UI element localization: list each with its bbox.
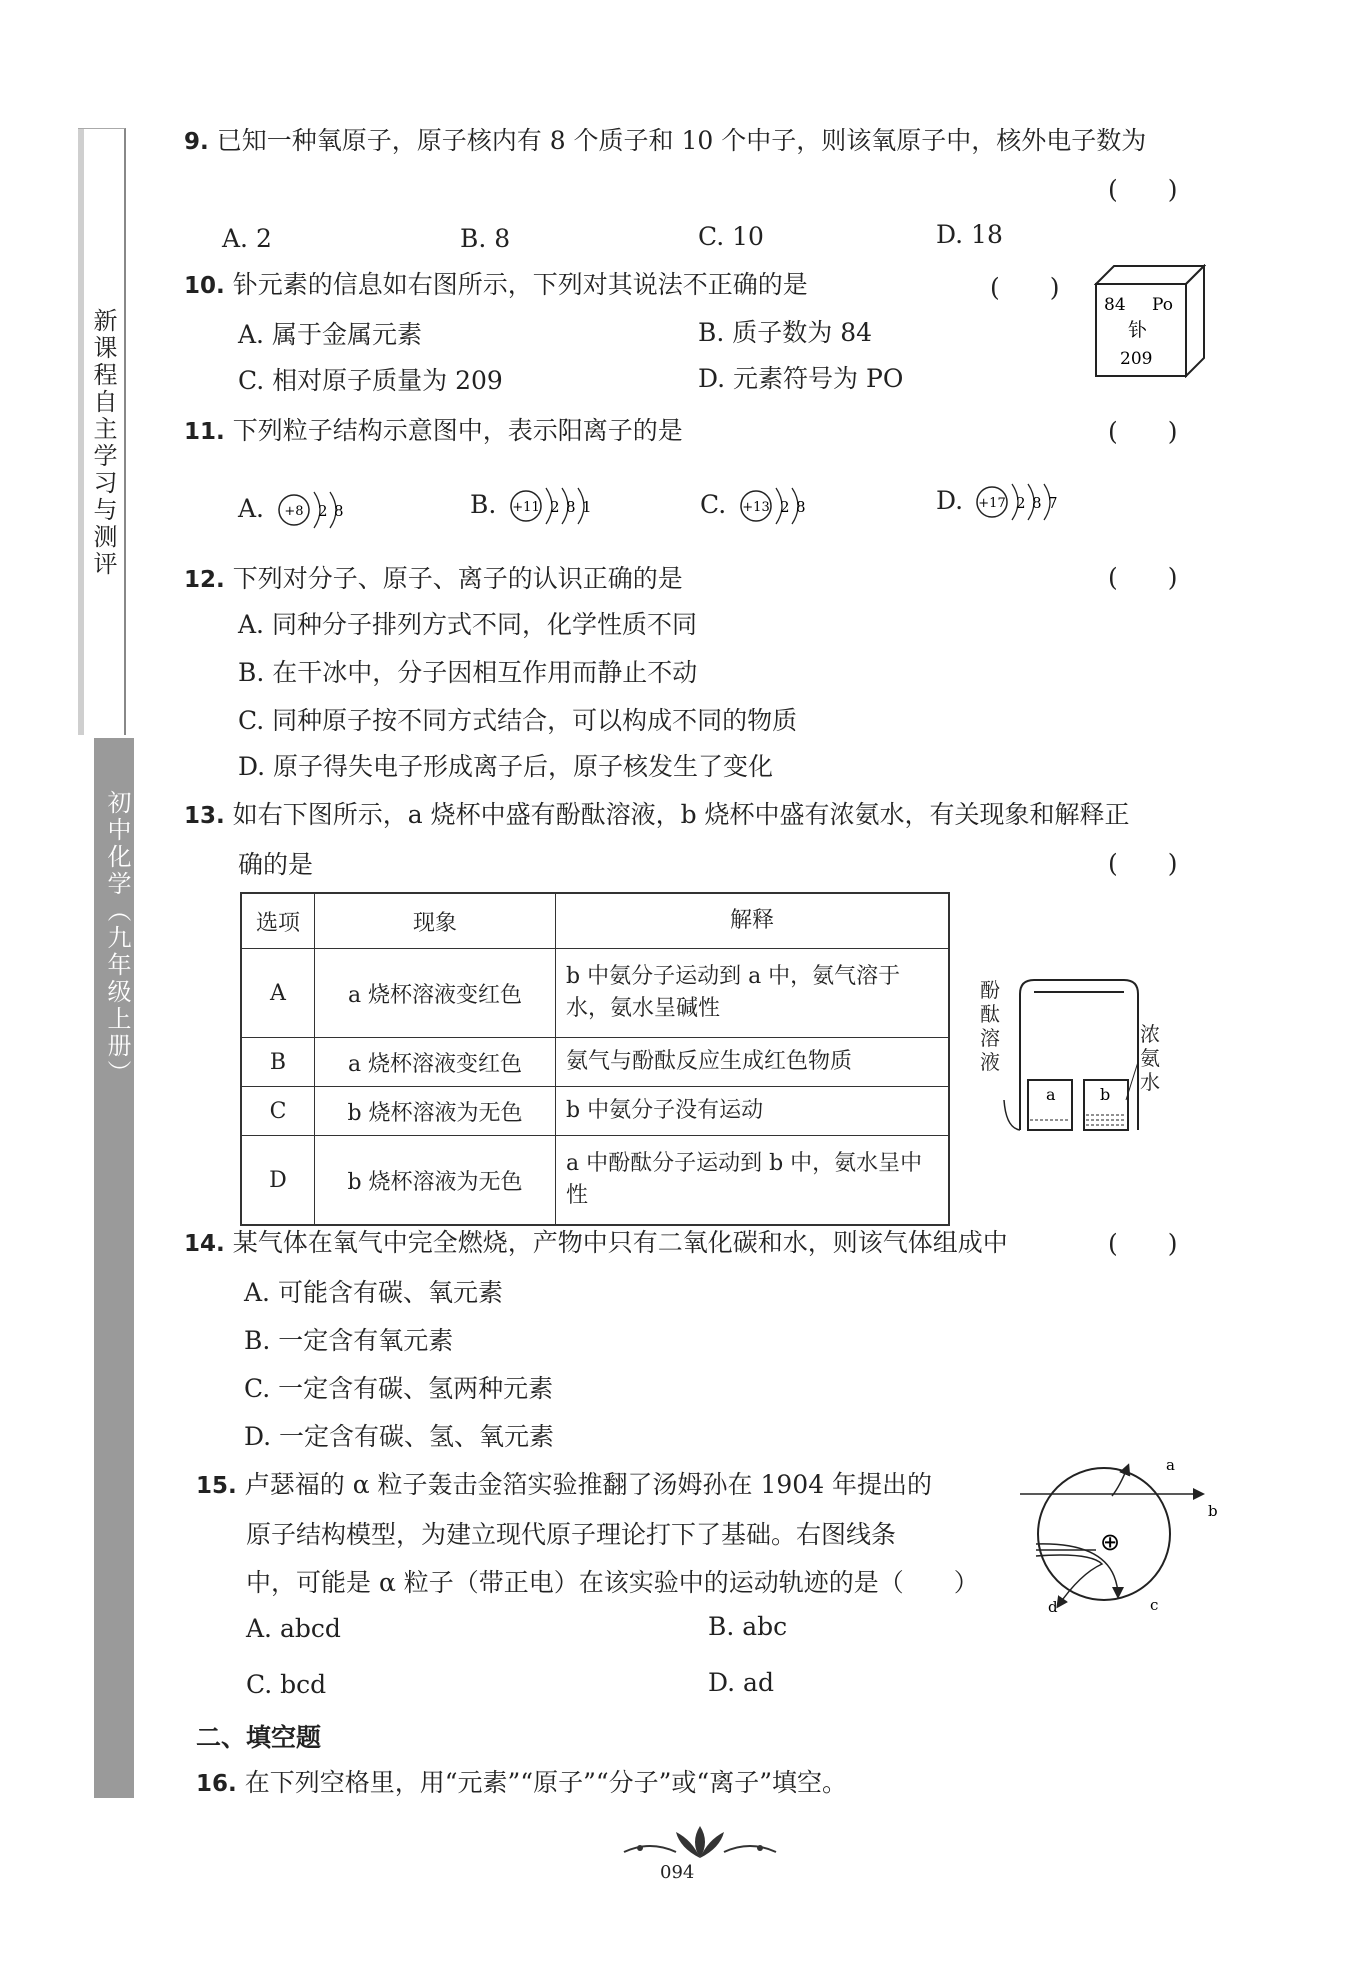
shell-electron-count: 8 bbox=[334, 502, 344, 520]
option-a: A. 2 bbox=[222, 224, 272, 253]
footer-ornament bbox=[620, 1822, 780, 1862]
atom-structure-diagram bbox=[276, 486, 364, 534]
answer-table bbox=[240, 892, 950, 1226]
nucleus-charge: +11 bbox=[512, 500, 540, 515]
table-row bbox=[241, 949, 949, 1038]
polonium-element-card bbox=[1094, 264, 1206, 378]
shell-electron-count: 2 bbox=[318, 502, 328, 520]
table-cell: b 烧杯溶液为无色 bbox=[315, 1087, 556, 1136]
label-d: d bbox=[1048, 1598, 1058, 1616]
option-d: D. ad bbox=[708, 1668, 774, 1697]
option-a: A. 属于金属元素 bbox=[238, 320, 422, 349]
option-label: D. bbox=[936, 486, 964, 515]
table-cell: C bbox=[241, 1087, 315, 1136]
table-cell: b 中氨分子没有运动 bbox=[556, 1087, 950, 1136]
table-cell: a 烧杯溶液变红色 bbox=[315, 1038, 556, 1087]
question-text: 下列对分子、原子、离子的认识正确的是 bbox=[232, 564, 683, 593]
option-c: C. 相对原子质量为 209 bbox=[238, 366, 503, 395]
page-number: 094 bbox=[660, 1862, 695, 1883]
table-cell: a 烧杯溶液变红色 bbox=[315, 949, 556, 1038]
atomic-mass: 209 bbox=[1120, 349, 1153, 369]
option-b: B. 8 bbox=[460, 224, 511, 253]
option-c: C. 一定含有碳、氢两种元素 bbox=[244, 1374, 554, 1403]
table-cell: A bbox=[241, 949, 315, 1038]
sidebar-subject-label: 初中化学（九年级上册） bbox=[103, 790, 131, 1087]
option-d: D. 18 bbox=[936, 220, 1003, 249]
label-a: a bbox=[1166, 1456, 1175, 1474]
ammonia-label: 浓氨水 bbox=[1140, 1022, 1160, 1094]
answer-bracket: ( ) bbox=[990, 273, 1060, 302]
question-text-line1: 卢瑟福的 α 粒子轰击金箔实验推翻了汤姆孙在 1904 年提出的 bbox=[244, 1470, 933, 1499]
table-cell: b 烧杯溶液为无色 bbox=[315, 1136, 556, 1226]
shell-electron-count: 2 bbox=[780, 498, 790, 516]
shell-electron-count: 2 bbox=[550, 498, 560, 516]
label-b: b bbox=[1208, 1502, 1218, 1520]
shell-electron-count: 1 bbox=[582, 498, 592, 516]
answer-bracket: ( ) bbox=[1108, 1229, 1178, 1258]
question-text-line1: 如右下图所示，a 烧杯中盛有酚酞溶液，b 烧杯中盛有浓氨水，有关现象和解释正 bbox=[232, 800, 1130, 829]
question-13 bbox=[184, 798, 1130, 833]
beaker-a-label: a bbox=[1046, 1085, 1056, 1104]
question-text-line2: 确的是 bbox=[238, 850, 314, 879]
question-10 bbox=[184, 268, 808, 303]
option-c: C. 同种原子按不同方式结合，可以构成不同的物质 bbox=[238, 706, 798, 735]
question-text-line3: 中，可能是 α 粒子（带正电）在该实验中的运动轨迹的是（ ） bbox=[246, 1568, 979, 1597]
question-11 bbox=[184, 414, 683, 449]
table-header-cell: 现象 bbox=[315, 893, 556, 949]
element-symbol: Po bbox=[1152, 295, 1173, 315]
question-text: 某气体在氧气中完全燃烧，产物中只有二氧化碳和水，则该气体组成中 bbox=[232, 1228, 1008, 1257]
table-header-cell: 选项 bbox=[241, 893, 315, 949]
question-text: 钋元素的信息如右图所示，下列对其说法不正确的是 bbox=[232, 270, 808, 299]
nucleus-charge: +13 bbox=[742, 500, 770, 515]
answer-bracket: ( ) bbox=[1108, 849, 1178, 878]
option-b: B. 质子数为 84 bbox=[698, 318, 873, 347]
atomic-number: 84 bbox=[1104, 295, 1126, 315]
alpha-scattering-figure bbox=[1020, 1456, 1220, 1618]
question-text-line2: 原子结构模型，为建立现代原子理论打下了基础。右图线条 bbox=[246, 1520, 897, 1549]
table-cell: B bbox=[241, 1038, 315, 1087]
atom-structure-diagram bbox=[508, 482, 612, 530]
question-number: 11. bbox=[184, 419, 225, 445]
phenolphthalein-label: 酚酞溶液 bbox=[980, 978, 1000, 1074]
option-d: D. 元素符号为 PO bbox=[698, 364, 904, 393]
question-15 bbox=[196, 1468, 932, 1503]
question-16 bbox=[196, 1766, 847, 1801]
table-cell: 氨气与酚酞反应生成红色物质 bbox=[556, 1038, 950, 1087]
option-c: C. bcd bbox=[246, 1670, 327, 1699]
option-b: B. 在干冰中，分子因相互作用而静止不动 bbox=[238, 658, 698, 687]
option-a: A. abcd bbox=[246, 1614, 341, 1643]
question-text: 下列粒子结构示意图中，表示阳离子的是 bbox=[232, 416, 683, 445]
nucleus-charge: +17 bbox=[978, 496, 1006, 511]
atom-structure-diagram bbox=[974, 478, 1078, 526]
option-b: B. abc bbox=[708, 1612, 788, 1641]
option-label: A. bbox=[238, 494, 265, 523]
section-title: 二、填空题 bbox=[196, 1723, 322, 1752]
question-12 bbox=[184, 562, 683, 597]
answer-bracket: ( ) bbox=[1108, 417, 1178, 446]
question-number: 10. bbox=[184, 273, 225, 299]
table-row bbox=[241, 1136, 949, 1226]
answer-bracket: ( ) bbox=[1108, 563, 1178, 592]
question-14 bbox=[184, 1226, 1008, 1261]
option-c: C. 10 bbox=[698, 222, 764, 251]
table-cell: a 中酚酞分子运动到 b 中，氨水呈中性 bbox=[556, 1136, 950, 1226]
table-row bbox=[241, 1038, 949, 1087]
shell-electron-count: 8 bbox=[796, 498, 806, 516]
table-header-cell: 解释 bbox=[556, 893, 950, 949]
atom-structure-diagram bbox=[738, 482, 826, 530]
question-text: 在下列空格里，用“元素”“原子”“分子”或“离子”填空。 bbox=[244, 1768, 847, 1797]
answer-bracket: ( ) bbox=[1108, 175, 1178, 204]
table-row bbox=[241, 1087, 949, 1136]
shell-electron-count: 2 bbox=[1016, 494, 1026, 512]
element-name: 钋 bbox=[1128, 319, 1148, 341]
question-number: 12. bbox=[184, 567, 225, 593]
option-d: D. 一定含有碳、氢、氧元素 bbox=[244, 1422, 555, 1451]
question-number: 14. bbox=[184, 1231, 225, 1257]
label-c: c bbox=[1150, 1596, 1159, 1614]
option-a: A. 同种分子排列方式不同，化学性质不同 bbox=[238, 610, 697, 639]
question-number: 16. bbox=[196, 1771, 237, 1797]
table-cell: b 中氨分子运动到 a 中，氨气溶于水，氨水呈碱性 bbox=[556, 949, 950, 1038]
option-b: B. 一定含有氧元素 bbox=[244, 1326, 454, 1355]
sidebar-book-title: 新课程自主学习与测评 bbox=[89, 308, 117, 578]
option-a: A. 可能含有碳、氧元素 bbox=[244, 1278, 503, 1307]
option-label: C. bbox=[700, 490, 727, 519]
question-number: 13. bbox=[184, 803, 225, 829]
shell-electron-count: 7 bbox=[1048, 494, 1058, 512]
question-number: 15. bbox=[196, 1473, 237, 1499]
option-d: D. 原子得失电子形成离子后，原子核发生了变化 bbox=[238, 752, 774, 781]
question-9 bbox=[184, 124, 1146, 159]
table-cell: D bbox=[241, 1136, 315, 1226]
beaker-b-label: b bbox=[1100, 1085, 1111, 1104]
question-text: 已知一种氧原子，原子核内有 8 个质子和 10 个中子，则该氧原子中，核外电子数为 bbox=[216, 126, 1147, 155]
table-header-row bbox=[241, 893, 949, 949]
shell-electron-count: 8 bbox=[566, 498, 576, 516]
shell-electron-count: 8 bbox=[1032, 494, 1042, 512]
option-label: B. bbox=[470, 490, 497, 519]
question-number: 9. bbox=[184, 129, 209, 155]
nucleus-symbol: ⊕ bbox=[1100, 1528, 1121, 1556]
nucleus-charge: +8 bbox=[284, 504, 304, 519]
